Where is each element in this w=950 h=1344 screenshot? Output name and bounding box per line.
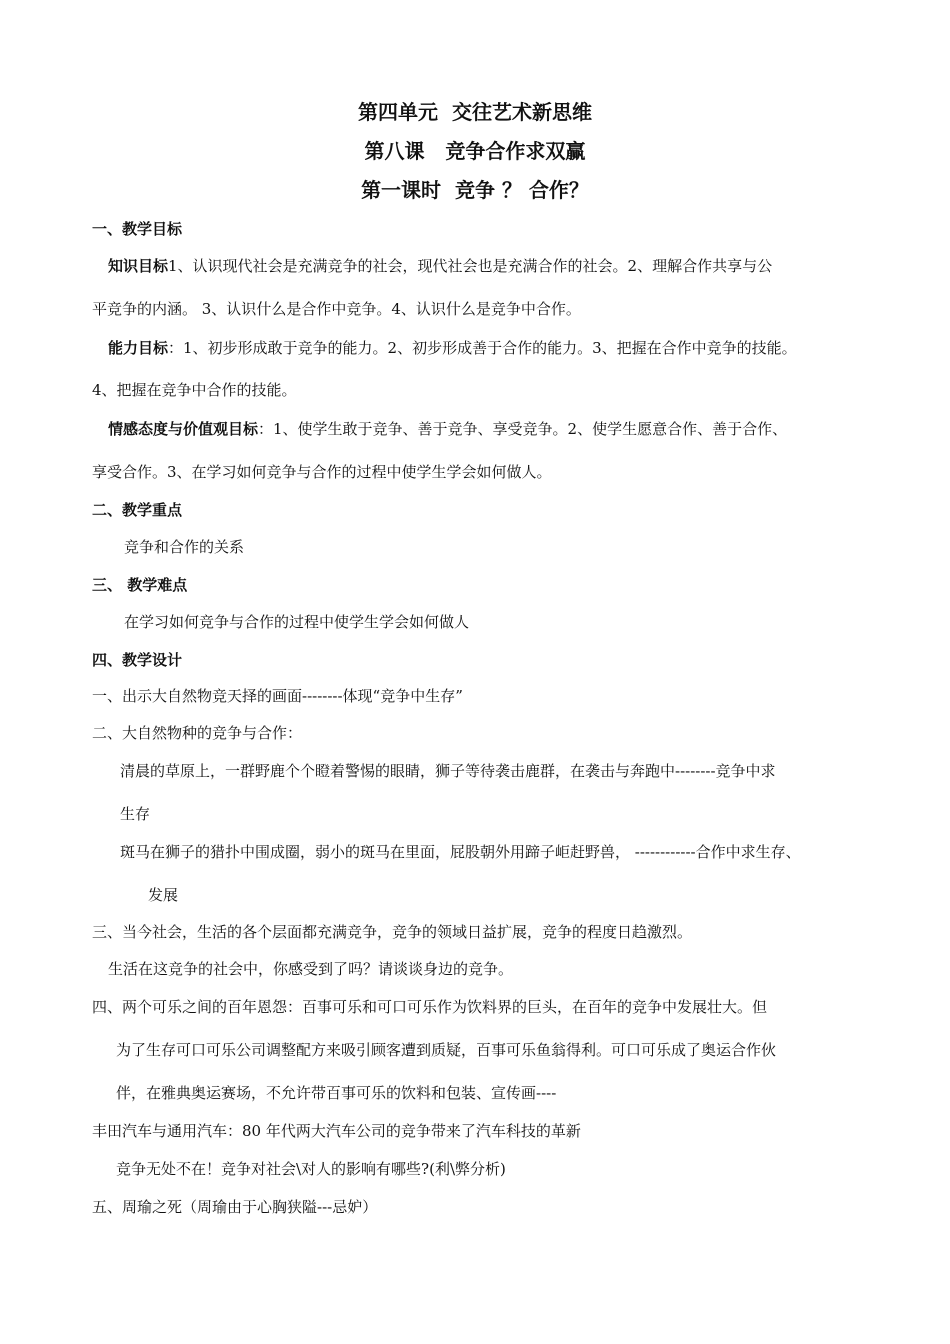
design-item-2-paragraph-2-continuation: 发展 (148, 886, 179, 904)
ability-objective-label: 能力目标 (108, 339, 169, 357)
section-heading-difficulties: 三、 教学难点 (92, 576, 188, 594)
knowledge-objective-line (108, 255, 772, 277)
design-item-2-paragraph-1: 清晨的草原上，一群野鹿个个瞪着警惕的眼睛，狮子等待袭击鹿群，在袭击与奔跑中--------竞争中求 (120, 762, 776, 780)
ability-objective-line (108, 337, 797, 359)
design-item-4: 四、两个可乐之间的百年恩怨：百事可乐和可口可乐作为饮料界的巨头，在百年的竞争中发展壮大。但 (92, 998, 768, 1016)
knowledge-objective-continuation: 平竞争的内涵。 3、认识什么是合作中竞争。4、认识什么是竞争中合作。 (92, 300, 581, 318)
design-item-3-question: 生活在这竞争的社会中，你感受到了吗？请谈谈身边的竞争。 (108, 960, 514, 978)
design-item-2-paragraph-1-continuation: 生存 (120, 805, 151, 823)
design-item-4-question: 竞争无处不在！竞争对社会\对人的影响有哪些?(利\弊分析) (116, 1160, 506, 1178)
section-heading-design: 四、教学设计 (92, 651, 183, 669)
period-title: 第一课时 竞争 ？ 合作？ (361, 178, 589, 202)
key-points-text: 竞争和合作的关系 (124, 538, 245, 556)
design-item-2-paragraph-2: 斑马在狮子的猎扑中围成圈，弱小的斑马在里面，屁股朝外用蹄子岠赶野兽， ------------合作中求生存、 (120, 843, 801, 861)
emotion-objective-continuation: 享受合作。3、在学习如何竞争与合作的过程中使学生学会如何做人。 (92, 463, 552, 481)
difficulties-text: 在学习如何竞争与合作的过程中使学生学会如何做人 (124, 613, 470, 631)
design-item-4-toyota: 丰田汽车与通用汽车：80 年代两大汽车公司的竞争带来了汽车科技的革新 (92, 1122, 581, 1140)
ability-objective-text: ：1、初步形成敢于竞争的能力。2、初步形成善于合作的能力。3、把握在合作中竞争的技能。 (168, 339, 797, 357)
design-item-3: 三、当今社会，生活的各个层面都充满竞争，竞争的领域日益扩展，竞争的程度日趋激烈。 (92, 923, 693, 941)
emotion-objective-text: ：1、使学生敢于竞争、善于竞争、享受竞争。2、使学生愿意合作、善于合作、 (258, 420, 788, 438)
ability-objective-continuation: 4、把握在竞争中合作的技能。 (92, 381, 297, 399)
design-item-1: 一、出示大自然物竞天择的画面--------体现“竞争中生存” (92, 687, 463, 705)
design-item-4-continuation-2: 伴，在雅典奥运赛场，不允许带百事可乐的饮料和包装、宣传画---- (116, 1084, 557, 1102)
lesson-title: 第八课 竞争合作求双赢 (364, 139, 586, 163)
emotion-objective-label: 情感态度与价值观目标 (108, 420, 259, 438)
section-heading-objectives: 一、教学目标 (92, 220, 183, 238)
unit-title: 第四单元 交往艺术新思维 (358, 100, 592, 124)
section-heading-key-points: 二、教学重点 (92, 501, 183, 519)
design-item-2: 二、大自然物种的竞争与合作： (92, 724, 303, 742)
design-item-5: 五、周瑜之死（周瑜由于心胸狭隘---忌妒） (92, 1198, 378, 1216)
knowledge-objective-label: 知识目标 (108, 257, 169, 275)
design-item-4-continuation-1: 为了生存可口可乐公司调整配方来吸引顾客遭到质疑，百事可乐鱼翁得利。可口可乐成了奥运合作伙 (116, 1041, 777, 1059)
emotion-objective-line (108, 418, 787, 440)
knowledge-objective-text: 1、认识现代社会是充满竞争的社会，现代社会也是充满合作的社会。2、理解合作共享与公 (168, 257, 773, 275)
